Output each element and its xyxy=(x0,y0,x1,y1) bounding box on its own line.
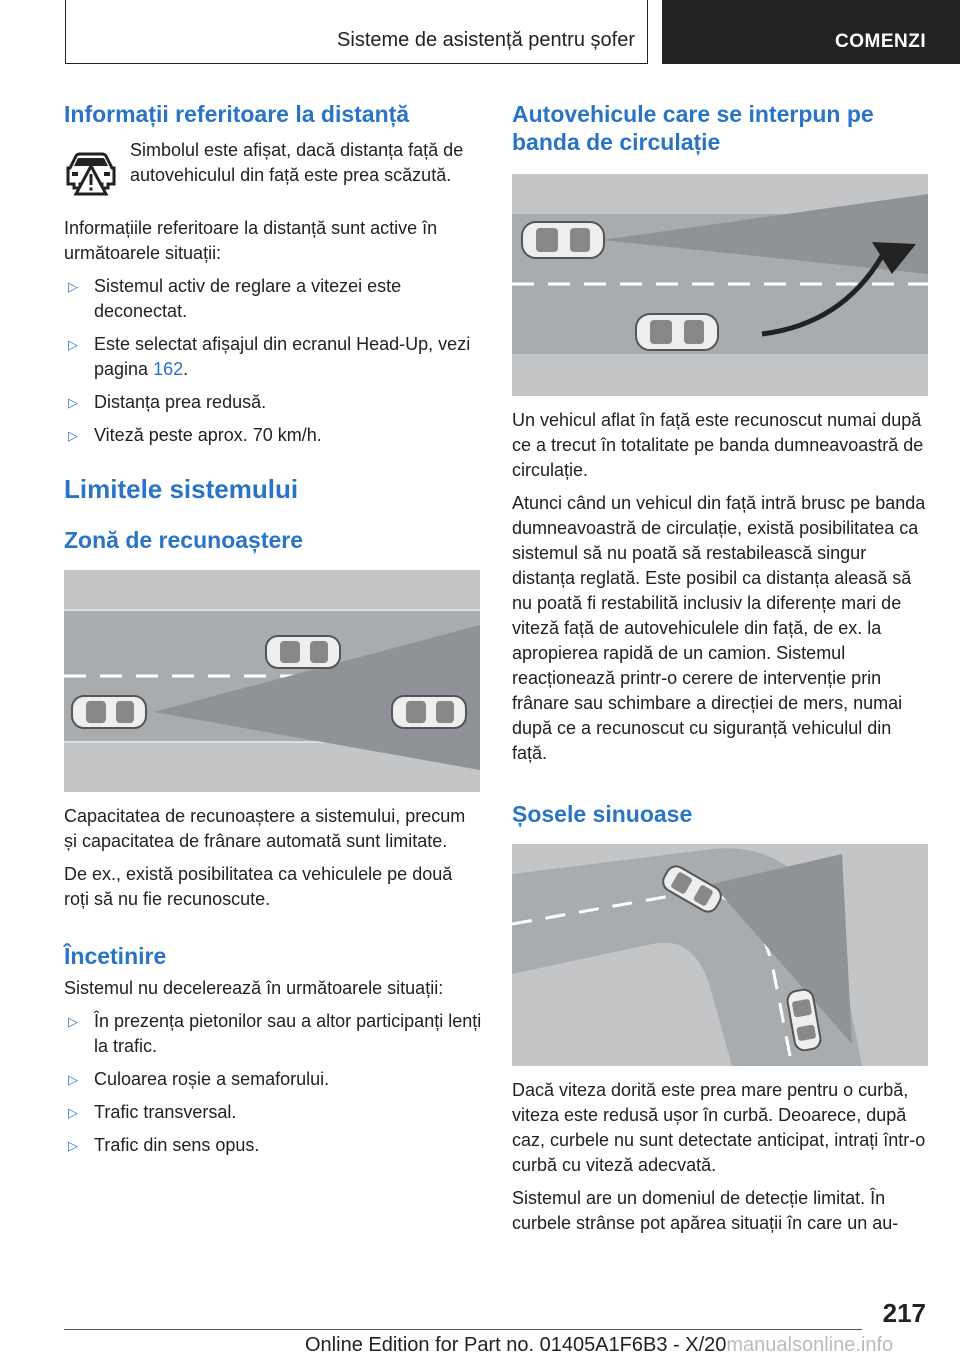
triangle-bullet-icon: ▷ xyxy=(68,279,78,294)
decel-heading: Încetinire xyxy=(64,943,167,969)
triangle-bullet-icon: ▷ xyxy=(68,1072,78,1087)
detection-figure xyxy=(64,570,480,792)
triangle-bullet-icon: ▷ xyxy=(68,337,78,352)
header-section-title: Sisteme de asistență pentru șofer xyxy=(337,29,635,51)
triangle-bullet-icon: ▷ xyxy=(68,1105,78,1120)
list-item: ▷ Trafic din sens opus. xyxy=(64,1133,482,1158)
curves-figure xyxy=(512,844,928,1066)
list-item: ▷ Distanța prea redusă. xyxy=(64,390,482,415)
list-item: ▷ Culoarea roșie a semaforului. xyxy=(64,1067,482,1092)
watermark: manualsonline.info xyxy=(726,1334,894,1356)
info-icon-row xyxy=(64,138,482,198)
distance-warning-car-icon xyxy=(64,144,118,198)
curves-heading: Șosele sinuoase xyxy=(512,801,693,827)
triangle-bullet-icon: ▷ xyxy=(68,395,78,410)
list-item: ▷ În prezența pietonilor sau a altor participanți lenți la trafic. xyxy=(68,1011,482,1056)
triangle-bullet-icon: ▷ xyxy=(68,1138,78,1153)
footer-edition: Online Edition for Part no. 01405A1F6B3 - X/20manualsonline.info xyxy=(305,1334,894,1356)
triangle-bullet-icon: ▷ xyxy=(68,1014,78,1029)
cutin-illustration xyxy=(512,174,928,396)
list-item: ▷ Este selectat afișajul din ecranul Head-Up, vezi pagina 162. xyxy=(68,334,471,379)
right-column xyxy=(512,100,930,1236)
left-column xyxy=(64,100,482,1158)
decel-intro: Sistemul nu decelerează în următoarele situații: xyxy=(64,978,444,998)
list-item: ▷ Sistemul activ de reglare a vitezei este deconectat. xyxy=(68,276,402,321)
list-item: ▷ Viteză peste aprox. 70 km/h. xyxy=(64,423,482,448)
info-heading: Informații referitoare la distanță xyxy=(64,101,410,127)
page-link[interactable]: 162 xyxy=(153,359,184,379)
curves-p1: Dacă viteza dorită este prea mare pentru o curbă, viteza este redusă ușor în curbă. Deoarece, după caz, curbele nu sunt detectate anticipat, intrați într-o curbă cu viteză adecvată. xyxy=(512,1080,926,1175)
detection-heading: Zonă de recunoaștere xyxy=(64,527,304,553)
info-intro: Informațiile referitoare la distanță sunt active în următoarele situații: xyxy=(64,218,438,263)
page-number: 217 xyxy=(882,1298,926,1328)
detection-p2: De ex., există posibilitatea ca vehiculele pe două roți să nu fie recunoscute. xyxy=(64,864,453,909)
limits-heading: Limitele sistemului xyxy=(64,474,299,504)
detection-illustration xyxy=(64,570,480,792)
cutin-figure xyxy=(512,174,928,396)
triangle-bullet-icon: ▷ xyxy=(68,428,78,443)
cutin-p2: Atunci când un vehicul din față intră brusc pe banda dumneavoastră de circulație, există posibilitatea ca sistemul să nu poată să restabilească singur distanța reglată. Este posibil ca distanța aleasă să nu poată fi restabilită inclusiv la diferențe mari de viteză față de autovehiculele din față, de ex. la apropierea rapidă de un camion. Sistemul reacționează printr-o cerere de intervenție prin frânare sau schimbare a direcției de mers, numai după ce a recunoscut cu siguranță vehiculul din față. xyxy=(512,493,926,763)
detection-p1: Capacitatea de recunoaștere a sistemului, precum și capacitatea de frânare automată sunt limitate. xyxy=(64,806,466,851)
header-chapter-label: COMENZI xyxy=(835,31,927,52)
info-icon-text: Simbolul este afișat, dacă distanța față de autovehiculul din față este prea scăzută. xyxy=(130,140,464,185)
cutin-p1: Un vehicul aflat în față este recunoscut numai după ce a trecut în totalitate pe banda dumneavoastră de circulație. xyxy=(512,410,924,480)
info-list xyxy=(64,274,482,448)
footer-divider xyxy=(64,1329,862,1330)
curves-p2: Sistemul are un domeniul de detecție limitat. În curbele strânse pot apărea situații în care un au- xyxy=(512,1188,899,1233)
decel-list xyxy=(64,1009,482,1158)
list-item: ▷ Trafic transversal. xyxy=(64,1100,482,1125)
curves-illustration xyxy=(512,844,928,1066)
cutin-heading: Autovehicule care se interpun pe banda de circulație xyxy=(512,101,874,155)
